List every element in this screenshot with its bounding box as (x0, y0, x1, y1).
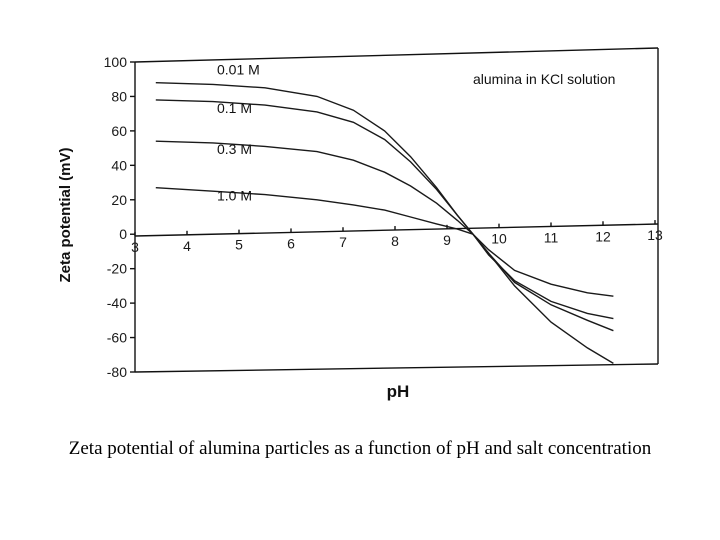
series-line-1_0-M (156, 188, 614, 364)
top-border-line (135, 48, 658, 62)
series-line-0_1-M (156, 100, 614, 319)
x-tick-label: 8 (391, 233, 399, 250)
x-tick-label: 6 (287, 235, 295, 252)
y-axis-label: Zeta potential (mV) (57, 147, 74, 283)
y-tick-label: 60 (111, 122, 127, 139)
chart-annotation: alumina in KCl solution (473, 71, 616, 87)
y-tick-label: -40 (106, 295, 127, 312)
series-labels (217, 62, 260, 204)
y-tick-label: -60 (106, 329, 127, 346)
x-tick-label: 13 (647, 227, 663, 244)
x-tick-label: 3 (131, 239, 139, 255)
y-tick-label: 80 (111, 88, 127, 105)
x-tick-label: 11 (543, 229, 559, 246)
x-axis-label: pH (386, 382, 410, 401)
series-label: 1.0 M (217, 187, 253, 204)
y-tick-label: 40 (111, 157, 127, 174)
figure-caption: Zeta potential of alumina particles as a function of pH and salt concentration (68, 438, 652, 459)
y-tick-label: 0 (119, 226, 127, 243)
x-tick-label: 7 (339, 234, 347, 251)
x-tick-label: 4 (183, 237, 191, 254)
series-label: 0.01 M (217, 61, 260, 78)
plot-frame (135, 48, 658, 372)
y-tick-label: -20 (106, 260, 127, 277)
bottom-border-line (135, 364, 658, 372)
y-tick-label: 20 (111, 191, 127, 208)
x-tick-label: 10 (491, 230, 507, 247)
y-tick-label: 100 (103, 54, 127, 70)
series-curves (156, 83, 614, 364)
y-tick-label: -80 (106, 364, 127, 380)
x-tick-label: 5 (235, 236, 243, 253)
x-tick-label: 9 (443, 231, 451, 248)
axis-ticks (104, 54, 663, 380)
x-tick-label: 12 (595, 228, 611, 245)
series-label: 0.1 M (217, 99, 253, 116)
series-label: 0.3 M (217, 141, 253, 158)
